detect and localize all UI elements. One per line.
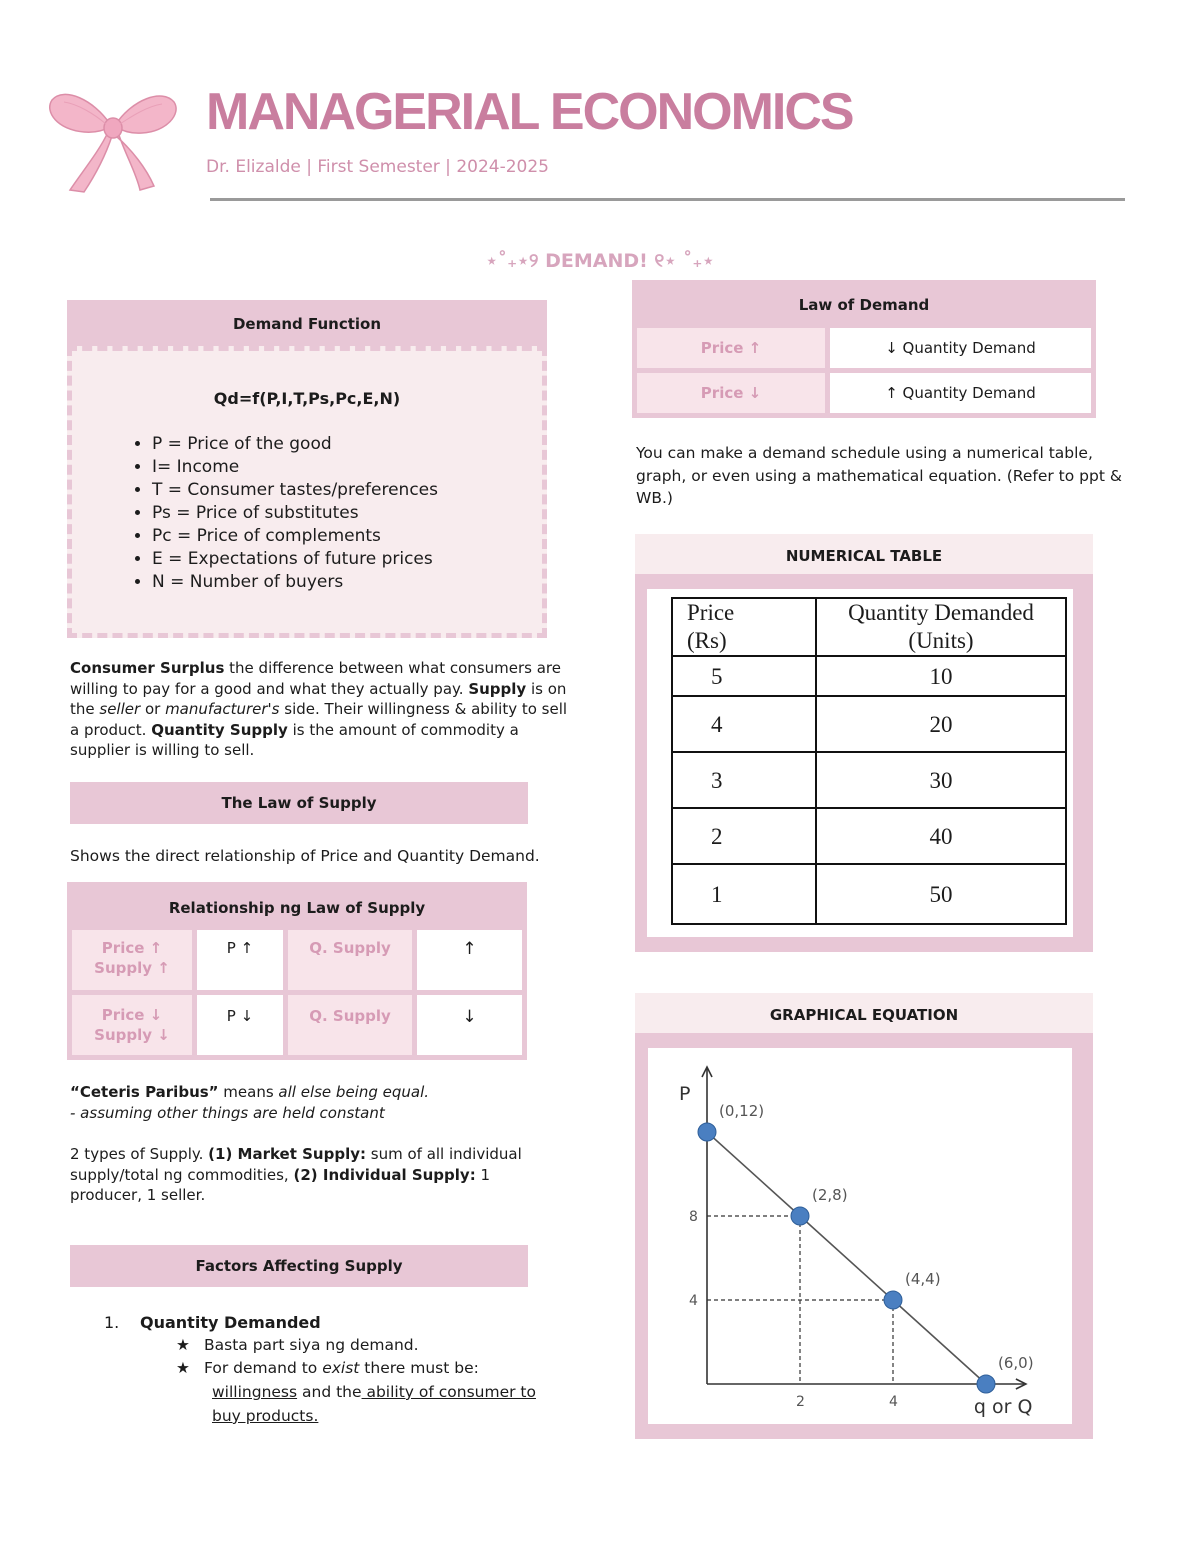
quantity-header-label: Quantity Demanded: [848, 600, 1034, 625]
quantity-cell: 40: [816, 808, 1066, 864]
types-intro: 2 types of Supply.: [70, 1145, 209, 1163]
graph-frame: [648, 1048, 1072, 1424]
type-1-number: (1): [208, 1145, 238, 1163]
table-header-row: [672, 598, 1066, 656]
star-bullet-icon: ★: [176, 1336, 190, 1354]
x-tick-label: 4: [889, 1394, 898, 1410]
list-item: • I= Income: [152, 456, 438, 479]
price-up-cell: Price ↑: [637, 328, 825, 368]
buy-products-term: buy products.: [212, 1407, 319, 1425]
list-item: • T = Consumer tastes/preferences: [152, 479, 438, 502]
relationship-heading: Relationship ng Law of Supply: [67, 882, 527, 930]
price-supply-up-cell: [72, 930, 192, 990]
table-row: [672, 656, 1066, 696]
table-row: [637, 373, 1091, 413]
table-row: [72, 995, 522, 1055]
supply-down-label: Supply ↓: [94, 1026, 170, 1044]
supply-text-2: side. Their willingness & ability to sell a product.: [70, 700, 568, 739]
ceteris-paribus-term: “Ceteris Paribus”: [70, 1083, 219, 1101]
data-label: (2,8): [812, 1186, 848, 1204]
quantity-supply-def: is the amount of commodity a supplier is willing to sell.: [70, 720, 519, 759]
price-column-header: [672, 598, 816, 656]
numerical-table-frame: [647, 589, 1073, 937]
demand-function-heading: Demand Function: [67, 300, 547, 346]
price-cell: 1: [672, 864, 816, 924]
individual-supply-term: Individual Supply:: [322, 1165, 476, 1184]
quantity-cell: 10: [816, 656, 1066, 696]
and-the-text: and the: [297, 1383, 362, 1401]
individual-supply-def: 1 producer, 1 seller.: [70, 1165, 491, 1204]
arrow-up-cell: ↑: [417, 930, 522, 990]
p-down-cell: P ↓: [197, 995, 283, 1055]
type-2-number: (2): [293, 1165, 323, 1184]
header-divider: [210, 198, 1125, 201]
section-title: ⋆˚₊⋆୨ DEMAND! ୧⋆ ˚₊⋆: [485, 250, 715, 272]
quantity-unit-label: (Units): [908, 628, 974, 653]
price-cell: 3: [672, 752, 816, 808]
data-label: (6,0): [998, 1354, 1034, 1372]
law-of-demand-table: [632, 323, 1096, 418]
seller-term: seller: [99, 700, 141, 718]
data-label: (0,12): [719, 1102, 765, 1120]
supply-text: is on the: [70, 679, 567, 718]
bullet-text: there must be:: [359, 1359, 479, 1377]
p-up-cell: P ↑: [197, 930, 283, 990]
x-axis-label: q or Q: [973, 1396, 1033, 1418]
demand-schedule-note: You can make a demand schedule using a numerical table, graph, or even using a mathematical equation. (Refer to ppt & WB.): [636, 444, 1122, 507]
list-item: • N = Number of buyers: [152, 571, 438, 594]
list-item: • Ps = Price of substitutes: [152, 502, 438, 525]
types-of-supply-paragraph: [70, 1144, 550, 1206]
consumer-surplus-term: Consumer Surplus: [70, 659, 225, 677]
list-item: [104, 1380, 574, 1428]
ceteris-meaning: all else being equal.: [278, 1083, 430, 1101]
manufacturer-term: manufacturer's: [165, 700, 280, 718]
arrow-down-cell: ↓: [417, 995, 522, 1055]
graphical-equation-card: [635, 993, 1093, 1439]
demand-line: [707, 1132, 986, 1384]
ability-term: ability of consumer to: [361, 1383, 536, 1401]
list-item: • Pc = Price of complements: [152, 525, 438, 548]
price-up-label: Price ↑: [101, 939, 163, 957]
price-down-label: Price ↓: [101, 1006, 163, 1024]
factors-heading: Factors Affecting Supply: [70, 1245, 528, 1287]
quantity-demanded-title: Quantity Demanded: [140, 1313, 321, 1332]
y-tick-label: 4: [689, 1293, 698, 1309]
data-point: [791, 1207, 809, 1225]
table-row: [72, 930, 522, 990]
or-text: or: [140, 700, 166, 718]
law-of-demand-heading: Law of Demand: [632, 280, 1096, 326]
exist-term: exist: [322, 1359, 360, 1377]
numerical-table-heading: NUMERICAL TABLE: [635, 534, 1093, 574]
quantity-column-header: [816, 598, 1066, 656]
demand-curve-chart: [648, 1048, 1072, 1424]
effect-down-cell: ↓ Quantity Demand: [830, 328, 1091, 368]
table-row: [672, 808, 1066, 864]
price-unit-label: (Rs): [687, 628, 727, 653]
price-header-label: Price: [687, 600, 735, 625]
item-number: 1.: [104, 1313, 120, 1332]
document-title: MANAGERIAL ECONOMICS: [206, 83, 853, 141]
data-point: [977, 1375, 995, 1393]
list-item: [104, 1357, 574, 1380]
relationship-table: [67, 925, 527, 1060]
quantity-cell: 50: [816, 864, 1066, 924]
factors-list: [104, 1311, 574, 1428]
price-cell: 2: [672, 808, 816, 864]
supply-up-label: Supply ↑: [94, 959, 170, 977]
supply-term: Supply: [468, 679, 527, 698]
list-item: • P = Price of the good: [152, 433, 438, 456]
data-label: (4,4): [905, 1270, 941, 1288]
consumer-surplus-paragraph: [70, 658, 570, 761]
price-cell: 5: [672, 656, 816, 696]
quantity-cell: 20: [816, 696, 1066, 752]
list-item: [104, 1311, 574, 1334]
ceteris-paribus-paragraph: [70, 1082, 570, 1123]
table-row: [672, 696, 1066, 752]
law-of-supply-heading: The Law of Supply: [70, 782, 528, 824]
demand-function-box: [67, 346, 547, 638]
effect-up-cell: ↑ Quantity Demand: [830, 373, 1091, 413]
bullet-text: Basta part siya ng demand.: [204, 1336, 419, 1354]
price-supply-down-cell: [72, 995, 192, 1055]
market-supply-term: Market Supply:: [237, 1145, 366, 1163]
q-supply-cell: Q. Supply: [288, 995, 412, 1055]
demand-formula: Qd=f(P,I,T,Ps,Pc,E,N): [213, 389, 401, 408]
data-point: [698, 1123, 716, 1141]
ribbon-bow-icon: [44, 80, 182, 198]
document-subtitle: Dr. Elizalde | First Semester | 2024-2025: [206, 157, 549, 177]
law-of-supply-text: Shows the direct relationship of Price and Quantity Demand.: [70, 847, 540, 865]
market-supply-def: sum of all individual supply/total ng commodities,: [70, 1145, 522, 1184]
data-point: [884, 1291, 902, 1309]
list-item: [104, 1334, 574, 1357]
quantity-supply-term: Quantity Supply: [151, 720, 288, 739]
willingness-term: willingness: [212, 1383, 298, 1401]
ceteris-note: - assuming other things are held constant: [70, 1103, 385, 1122]
price-cell: 4: [672, 696, 816, 752]
list-item: • E = Expectations of future prices: [152, 548, 438, 571]
bullet-text: For demand to: [204, 1359, 323, 1377]
quantity-cell: 30: [816, 752, 1066, 808]
consumer-surplus-def: the difference between what consumers are willing to pay for a good and what they actually pay.: [70, 659, 561, 698]
table-row: [637, 328, 1091, 368]
graphical-equation-heading: GRAPHICAL EQUATION: [635, 993, 1093, 1033]
y-tick-label: 8: [689, 1209, 698, 1225]
x-tick-label: 2: [796, 1394, 805, 1410]
numerical-table: [671, 597, 1067, 925]
numerical-table-card: [635, 534, 1093, 952]
means-text: means: [218, 1083, 279, 1101]
star-bullet-icon: ★: [176, 1359, 190, 1377]
table-row: [672, 752, 1066, 808]
price-down-cell: Price ↓: [637, 373, 825, 413]
q-supply-cell: Q. Supply: [288, 930, 412, 990]
demand-variables-list: [118, 433, 438, 594]
table-row: [672, 864, 1066, 924]
y-axis-label: P: [679, 1083, 691, 1105]
